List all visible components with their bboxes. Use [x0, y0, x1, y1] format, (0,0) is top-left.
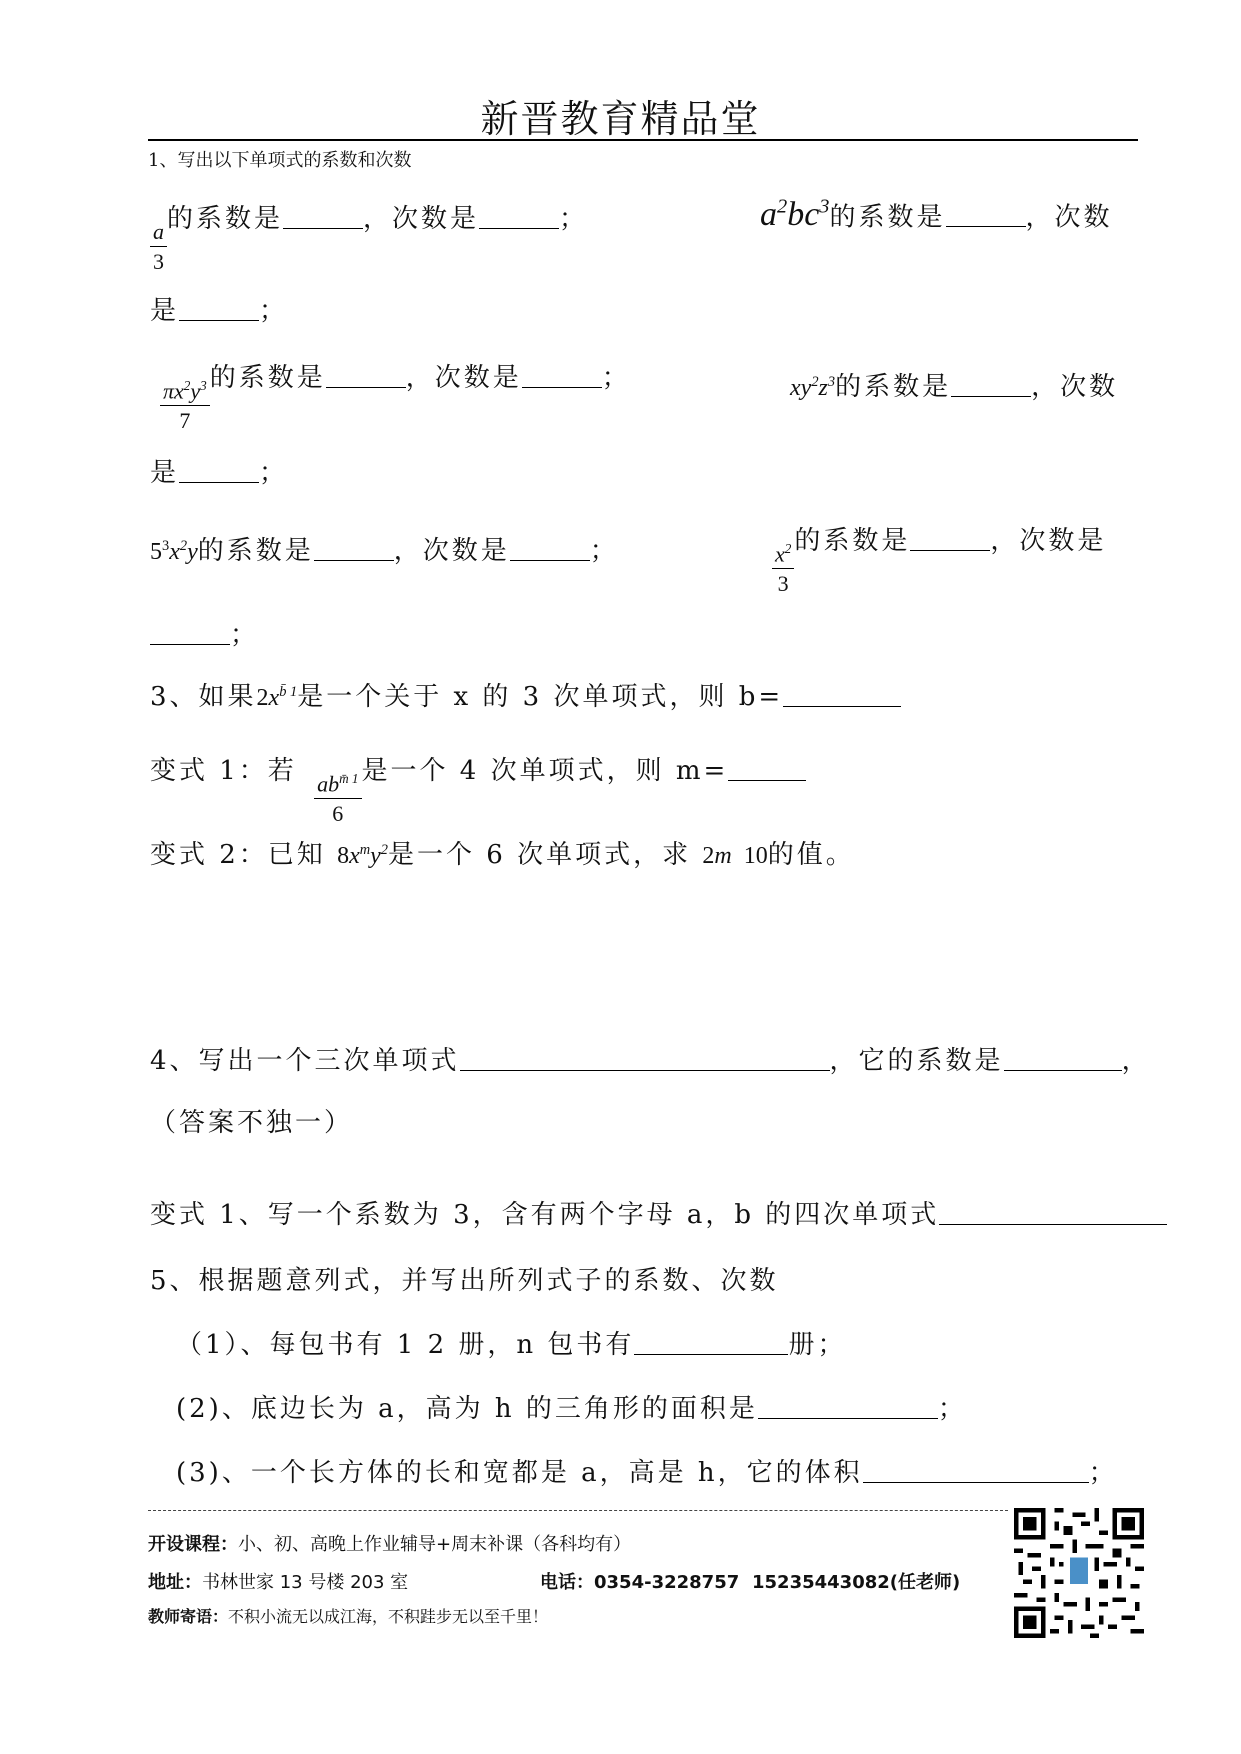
question-3-variant-1: 变式 1：若 $\frac{ab^{m̄ 1}}{6}$ 是一个 4 次单项式，则 m= — [150, 750, 806, 825]
answer-blank[interactable] — [479, 202, 559, 229]
question-1-title: 1、写出以下单项式的系数和次数 — [148, 150, 412, 171]
answer-blank[interactable] — [951, 370, 1031, 397]
answer-blank[interactable] — [863, 1456, 1089, 1483]
question-4: 4、写出一个三次单项式 ，它的系数是 ， — [150, 1046, 1151, 1076]
answer-blank[interactable] — [510, 534, 590, 561]
answer-blank[interactable] — [946, 200, 1026, 227]
footer-courses: 开设课程：小、初、高晚上作业辅导+周末补课（各科均有） — [148, 1534, 632, 1555]
answer-blank[interactable] — [460, 1044, 830, 1071]
q1-item-a2bc3: $a^2bc^3$的系数是 ，次数 — [760, 196, 1113, 234]
q1-item-xy2z3: $xy^2z^3$的系数是 ，次数 — [790, 372, 1119, 402]
answer-blank[interactable] — [150, 618, 230, 645]
question-4-note: （答案不独一） — [150, 1108, 354, 1138]
q1-item-pi-x2y3: $\frac{\pi x^2y^3}{7}$ 的系数是 ，次数是 ； — [160, 357, 631, 432]
header-rule — [148, 139, 1138, 141]
question-4-variant-1: 变式 1、写一个系数为 3，含有两个字母 a，b 的四次单项式 — [150, 1194, 1167, 1231]
q1-item-a2bc3-cont: 是 ； — [150, 296, 289, 326]
q1-item-5-cubed-x2y: $5^3x^2y$的系数是 ，次数是 ； — [150, 536, 619, 566]
page-title: 新晋教育精品堂 — [480, 97, 761, 141]
question-5-title: 5、根据题意列式，并写出所列式子的系数、次数 — [150, 1266, 779, 1296]
q1-item-a-over-3: $\frac{a}{3}$ 的系数是 ，次数是 ； — [150, 198, 588, 273]
answer-blank[interactable] — [326, 361, 406, 388]
answer-blank[interactable] — [283, 202, 363, 229]
q1-item-x2-over-3-cont: ； — [150, 614, 259, 651]
answer-blank[interactable] — [179, 456, 259, 483]
footer-divider — [148, 1510, 1008, 1511]
answer-blank[interactable] — [522, 361, 602, 388]
qr-code-icon — [1014, 1508, 1144, 1638]
answer-blank[interactable] — [179, 294, 259, 321]
answer-blank[interactable] — [910, 524, 990, 551]
question-5-item-2: (2)、底边长为 a，高为 h 的三角形的面积是 ； — [176, 1394, 967, 1424]
footer-motto: 教师寄语：不积小流无以成江海，不积跬步无以至千里！ — [148, 1607, 549, 1626]
answer-blank[interactable] — [728, 754, 806, 781]
footer-phone-2: 15235443082(任老师) — [752, 1572, 961, 1593]
answer-blank[interactable] — [634, 1328, 788, 1355]
question-3: 3、如果$2x^{b̄ 1}$是一个关于 x 的 3 次单项式，则 b= — [150, 676, 901, 713]
question-5-item-3: (3)、一个长方体的长和宽都是 a，高是 h，它的体积 ； — [176, 1458, 1118, 1488]
footer-address: 地址：书林世家 13 号楼 203 室 — [148, 1572, 409, 1593]
q1-item-xy2z3-cont: 是 ； — [150, 458, 289, 488]
q1-item-x2-over-3: $\frac{x^2}{3}$ 的系数是 ，次数是 — [772, 520, 1106, 595]
answer-blank[interactable] — [314, 534, 394, 561]
answer-blank[interactable] — [939, 1198, 1167, 1225]
answer-blank[interactable] — [783, 680, 901, 707]
question-5-item-1: （1）、每包书有 1 2 册，n 包书有 册； — [176, 1330, 847, 1360]
answer-blank[interactable] — [758, 1392, 938, 1419]
footer-phone: 电话：0354-3228757 — [540, 1572, 740, 1593]
answer-blank[interactable] — [1004, 1044, 1122, 1071]
question-3-variant-2: 变式 2：已知 $8x^my^2$是一个 6 次单项式，求 2m 10的值。 — [150, 840, 855, 870]
